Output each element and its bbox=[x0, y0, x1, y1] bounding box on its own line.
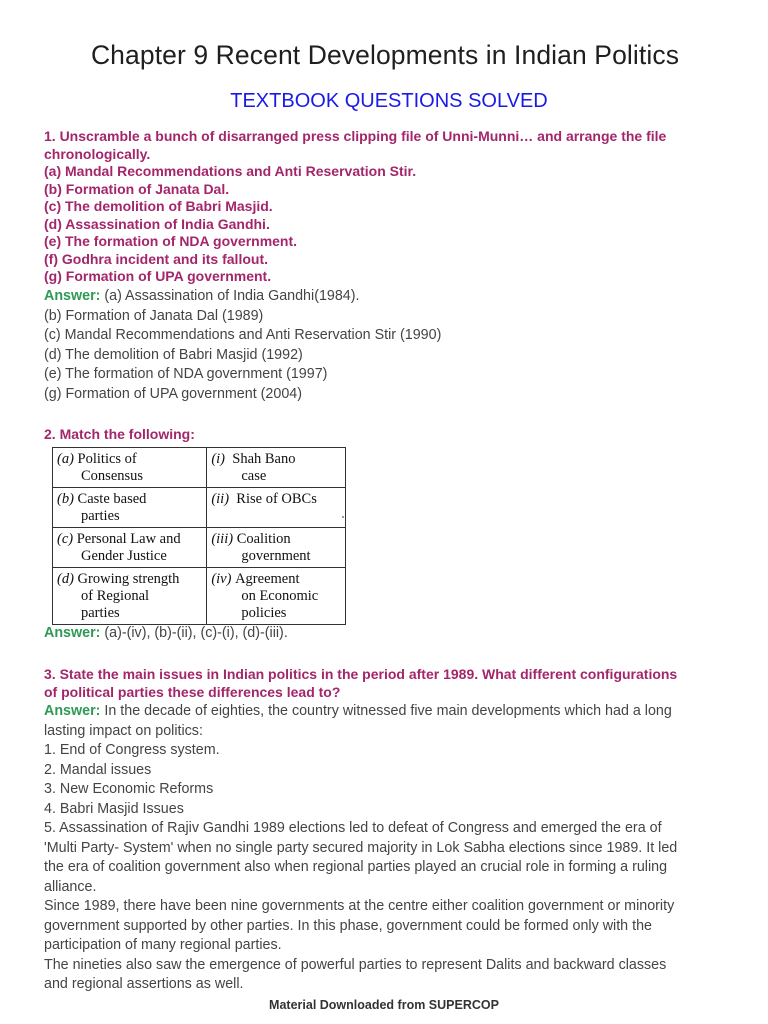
a3-line: 4. Babri Masjid Issues bbox=[44, 800, 184, 817]
a3-line: 'Multi Party- System' when no single party secured majority in Lok Sabha elections since 1989. It led bbox=[44, 839, 678, 856]
table-cell bbox=[53, 528, 207, 568]
match-table bbox=[52, 447, 346, 625]
a1-line: (c) Mandal Recommendations and Anti Reservation Stir (1990) bbox=[44, 327, 442, 343]
cell-line bbox=[211, 508, 341, 525]
answer-label: Answer: bbox=[44, 703, 101, 719]
a3-line: lasting impact on politics: bbox=[44, 722, 203, 739]
a1-line: (e) The formation of NDA government (1997) bbox=[44, 366, 328, 382]
cell-line: policies bbox=[241, 605, 287, 621]
a3-line: the era of coalition government also when regional parties played an crucial role in forming a ruling bbox=[44, 859, 668, 875]
table-row bbox=[53, 448, 346, 488]
q1-option-f: (f) Godhra incident and its fallout. bbox=[44, 250, 268, 267]
table-cell bbox=[53, 568, 207, 625]
q1-option-g: (g) Formation of UPA government. bbox=[44, 268, 272, 284]
cell-line: government bbox=[241, 548, 311, 564]
a3-line: government supported by other parties. In this phase, government could be formed only with the bbox=[44, 917, 652, 934]
cell-line: (b) Caste based bbox=[57, 491, 147, 507]
question-2 bbox=[44, 426, 734, 444]
cell-line: (c) Personal Law and bbox=[57, 531, 181, 547]
a3-line: 1. End of Congress system. bbox=[44, 742, 220, 758]
a3-line: The nineties also saw the emergence of powerful parties to represent Dalits and backward classes bbox=[44, 956, 667, 973]
a2-line bbox=[44, 624, 734, 644]
question-3 bbox=[44, 666, 734, 701]
cell-line: on Economic bbox=[241, 588, 319, 604]
q1-option-e: (e) The formation of NDA government. bbox=[44, 233, 298, 249]
cell-line: (a) Politics of bbox=[57, 451, 137, 467]
answer-label: Answer: bbox=[44, 625, 101, 641]
cell-line: (iv) Agreement bbox=[211, 571, 300, 587]
cell-line: of Regional bbox=[81, 588, 150, 604]
cell-line: case bbox=[241, 468, 267, 484]
q1-option-a: (a) Mandal Recommendations and Anti Reservation Stir. bbox=[44, 163, 417, 179]
table-cell bbox=[53, 488, 207, 528]
question-1 bbox=[44, 128, 734, 286]
page-footer: Material Downloaded from SUPERCOP bbox=[269, 998, 499, 1012]
a3-line: 3. New Economic Reforms bbox=[44, 781, 214, 797]
a1-first-line bbox=[44, 287, 734, 307]
q1-option-d: (d) Assassination of India Gandhi. bbox=[44, 215, 270, 232]
answer-3 bbox=[44, 702, 734, 995]
cell-line: Consensus bbox=[81, 468, 144, 484]
answer-2 bbox=[44, 624, 734, 644]
a2-text: (a)-(iv), (b)-(ii), (c)-(i), (d)-(iii). bbox=[100, 625, 288, 641]
table-row bbox=[53, 488, 346, 528]
table-cell bbox=[207, 528, 346, 568]
a3-line: alliance. bbox=[44, 878, 97, 895]
page-title: Chapter 9 Recent Developments in Indian Politics bbox=[90, 40, 680, 70]
q3-line: of political parties these differences lead to? bbox=[44, 683, 341, 700]
cell-line: Gender Justice bbox=[81, 548, 167, 564]
cell-line: (d) Growing strength bbox=[57, 571, 180, 587]
q2-text: 2. Match the following: bbox=[44, 426, 195, 442]
table-cell bbox=[53, 448, 207, 488]
a1-text: (a) Assassination of India Gandhi(1984). bbox=[100, 288, 360, 304]
q1-line: chronologically. bbox=[44, 145, 151, 162]
cell-line: (iii) Coalition bbox=[211, 531, 291, 547]
table-row bbox=[53, 568, 346, 625]
table-row bbox=[53, 528, 346, 568]
answer-1 bbox=[44, 287, 734, 404]
a1-line: (g) Formation of UPA government (2004) bbox=[44, 385, 302, 402]
q1-option-c: (c) The demolition of Babri Masjid. bbox=[44, 198, 273, 214]
q1-option-b: (b) Formation of Janata Dal. bbox=[44, 180, 230, 197]
a1-line: (b) Formation of Janata Dal (1989) bbox=[44, 307, 264, 324]
cell-line: parties bbox=[81, 605, 120, 621]
cell-line: (i) Shah Bano bbox=[211, 451, 296, 467]
a3-line: 5. Assassination of Rajiv Gandhi 1989 elections led to defeat of Congress and emerged the era of bbox=[44, 820, 662, 836]
table-cell bbox=[207, 448, 346, 488]
a3-text: In the decade of eighties, the country witnessed five main developments which had a long bbox=[100, 703, 672, 719]
a1-line: (d) The demolition of Babri Masjid (1992) bbox=[44, 346, 303, 363]
table-cell bbox=[207, 568, 346, 625]
cell-line: parties bbox=[81, 508, 120, 524]
a3-line: and regional assertions as well. bbox=[44, 976, 244, 992]
q1-line: 1. Unscramble a bunch of disarranged press clipping file of Unni-Munni… and arrange the file bbox=[44, 128, 667, 144]
a3-line: 2. Mandal issues bbox=[44, 761, 152, 778]
table-cell bbox=[207, 488, 346, 528]
page-subtitle: TEXTBOOK QUESTIONS SOLVED bbox=[230, 90, 548, 112]
q3-line: 3. State the main issues in Indian politics in the period after 1989. What different configurations bbox=[44, 666, 678, 682]
cell-line: (ii) Rise of OBCs bbox=[211, 491, 317, 507]
a3-line: participation of many regional parties. bbox=[44, 937, 282, 953]
a3-first-line bbox=[44, 702, 734, 722]
answer-label: Answer: bbox=[44, 288, 101, 304]
scan-speck bbox=[342, 516, 344, 518]
a3-line: Since 1989, there have been nine governments at the centre either coalition government or minority bbox=[44, 898, 675, 914]
